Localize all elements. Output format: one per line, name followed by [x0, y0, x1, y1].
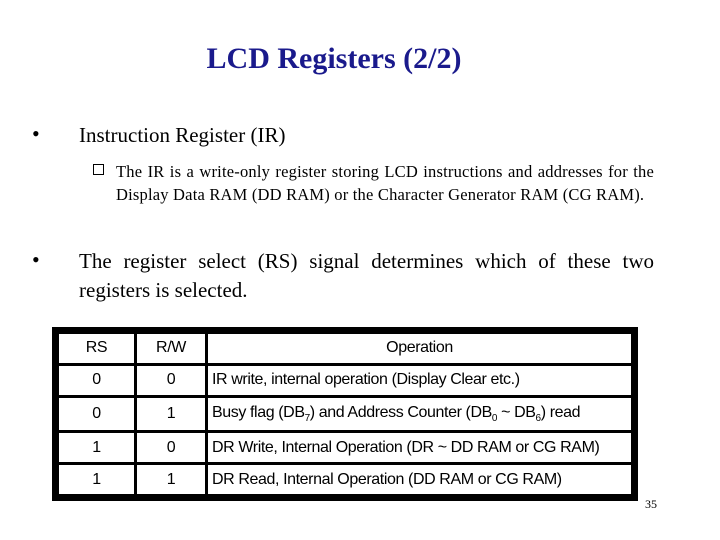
register-table — [52, 327, 638, 501]
cell-rs: 1 — [59, 433, 134, 462]
cell-rs: 0 — [59, 366, 134, 395]
bullet-register-select: The register select (RS) signal determines which of these two registers is selected. — [79, 249, 654, 302]
cell-operation: DR Write, Internal Operation (DR ~ DD RAM or CG RAM) — [208, 433, 631, 462]
header-rs: RS — [59, 334, 134, 363]
table-row — [59, 433, 631, 462]
cell-operation: IR write, internal operation (Display Clear etc.) — [208, 366, 631, 395]
bullet-marker: • — [32, 247, 40, 272]
header-rw: R/W — [137, 334, 205, 363]
cell-rs: 1 — [59, 465, 134, 494]
header-operation: Operation — [208, 334, 631, 363]
sub-bullet-ir-description: The IR is a write-only register storing LCD instructions and addresses for the Display Data RAM (DD RAM) or the Character Generator RAM (CG RAM). — [116, 162, 654, 204]
table-row — [59, 398, 631, 430]
bullet-instruction-register: Instruction Register (IR) — [79, 123, 286, 147]
checkbox-bullet-icon — [93, 164, 104, 175]
table-header-row — [59, 334, 631, 363]
bullet-marker: • — [32, 121, 40, 146]
cell-operation: Busy flag $(DB_7)$ and Address Counter ($DB_0$ ~ $DB_6$) read — [208, 398, 631, 430]
cell-rw: 0 — [137, 366, 205, 395]
cell-rw: 1 — [137, 465, 205, 494]
page-number: 35 — [645, 497, 657, 511]
slide-title: LCD Registers (2/2) — [206, 42, 462, 75]
cell-rw: 1 — [137, 398, 205, 430]
cell-rw: 0 — [137, 433, 205, 462]
cell-operation: DR Read, Internal Operation (DD RAM or CG RAM) — [208, 465, 631, 494]
cell-rs: 0 — [59, 398, 134, 430]
table-row — [59, 465, 631, 494]
table-row — [59, 366, 631, 395]
